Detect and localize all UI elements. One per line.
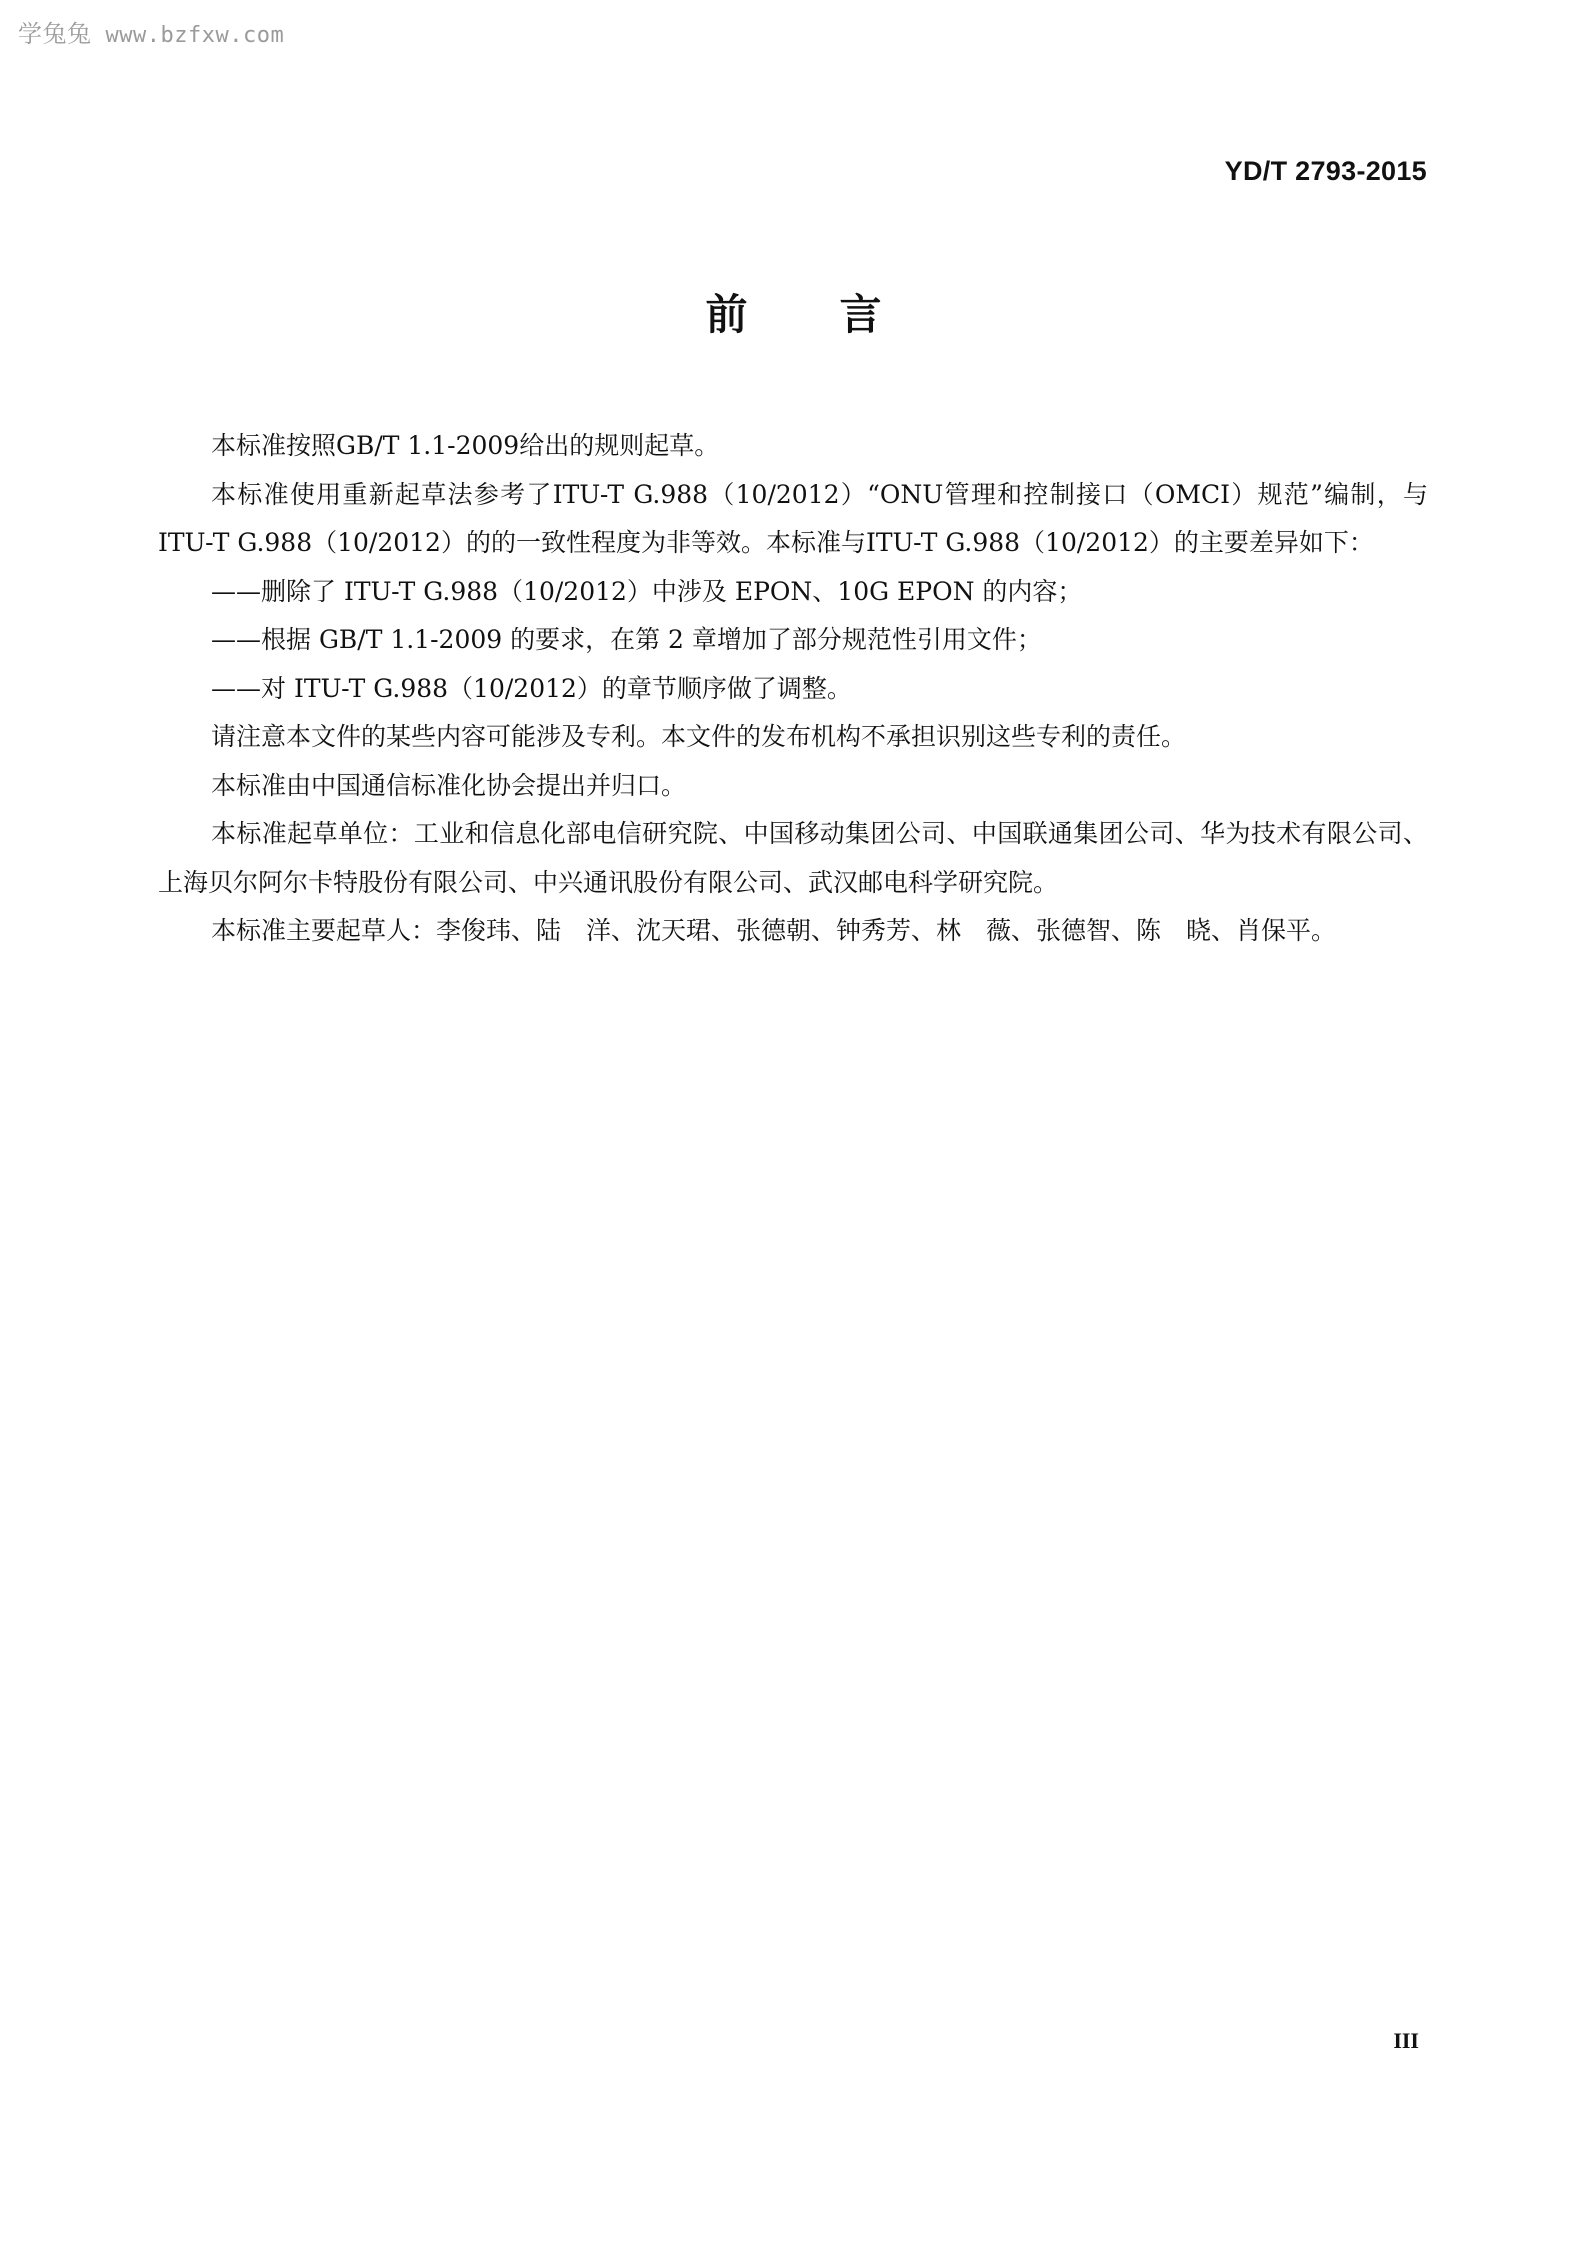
foreword-body [158, 422, 1428, 956]
page-title [0, 282, 1587, 342]
list-item-difference-3: ——对 ITU-T G.988（10/2012）的章节顺序做了调整。 [211, 673, 852, 703]
title-char-2: 言 [839, 290, 882, 339]
paragraph-proposer: 本标准由中国通信标准化协会提出并归口。 [211, 770, 687, 800]
list-item-difference-1: ——删除了 ITU-T G.988（10/2012）中涉及 EPON、10G EPON 的内容； [211, 576, 1083, 606]
paragraph-drafters: 本标准主要起草人：李俊玮、陆 洋、沈天珺、张德朝、钟秀芳、林 薇、张德智、陈 晓、肖保平。 [211, 916, 1337, 945]
paragraph-drafting-rules: 本标准按照GB/T 1.1-2009给出的规则起草。 [211, 431, 720, 460]
paragraph-patent-notice: 请注意本文件的某些内容可能涉及专利。本文件的发布机构不承担识别这些专利的责任。 [211, 722, 1187, 751]
watermark [18, 14, 284, 49]
standard-code: YD/T 2793-2015 [1224, 156, 1427, 186]
watermark-url: www.bzfxw.com [105, 23, 285, 48]
title-char-1: 前 [705, 290, 748, 339]
page-number: III [1393, 2028, 1419, 2053]
watermark-site-name: 学兔兔 [18, 20, 92, 48]
paragraph-reference-standard: 本标准使用重新起草法参考了ITU-T G.988（10/2012）“ONU管理和控制接口（OMCI）规范”编制，与ITU-T G.988（10/2012）的的一致性程度为非等效。本标准与ITU-T G.988（10/2012）的主要差异如下： [158, 479, 1428, 557]
list-item-difference-2: ——根据 GB/T 1.1-2009 的要求，在第 2 章增加了部分规范性引用文件； [211, 625, 1042, 654]
paragraph-drafting-units: 本标准起草单位：工业和信息化部电信研究院、中国移动集团公司、中国联通集团公司、华为技术有限公司、上海贝尔阿尔卡特股份有限公司、中兴通讯股份有限公司、武汉邮电科学研究院。 [158, 819, 1428, 897]
